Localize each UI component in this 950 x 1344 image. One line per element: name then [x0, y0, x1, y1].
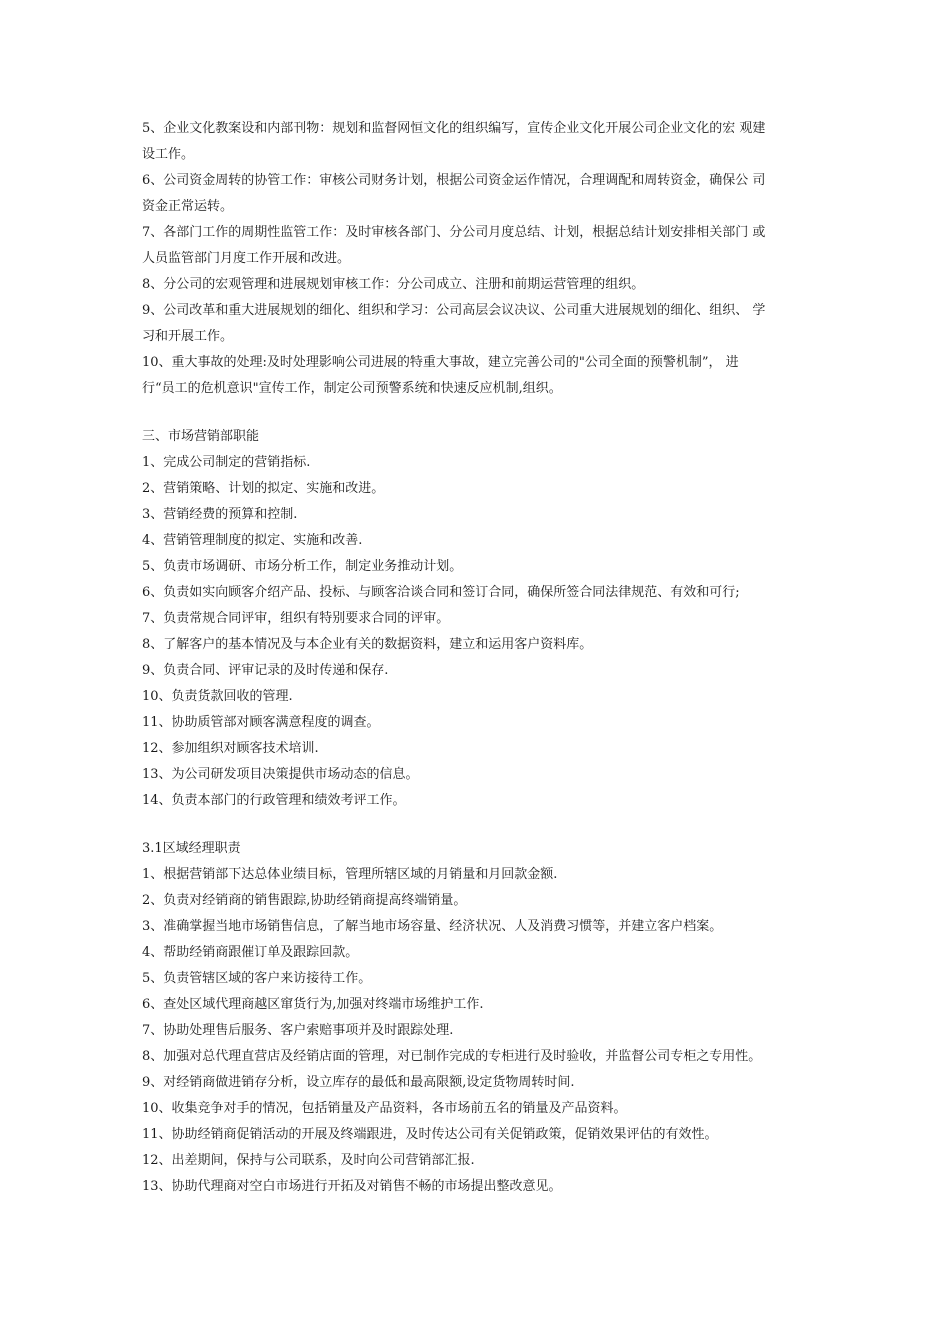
text-line: 设工作。	[142, 147, 195, 162]
list-item: 5、负责管辖区域的客户来访接待工作。	[142, 971, 372, 986]
paragraph-gap	[142, 814, 810, 836]
document-page	[142, 116, 810, 1200]
list-item: 4、帮助经销商跟催订单及跟踪回款。	[142, 945, 359, 960]
list-item: 2、负责对经销商的销售跟踪,协助经销商提高终端销量。	[142, 893, 467, 908]
list-item: 9、负责合同、评审记录的及时传递和保存.	[142, 663, 389, 678]
list-item: 10、负责货款回收的管理.	[142, 689, 293, 704]
paragraph-gap	[142, 402, 810, 424]
section-heading: 三、市场营销部职能	[142, 429, 260, 444]
list-item: 3、准确掌握当地市场销售信息，了解当地市场容量、经济状况、人及消费习惯等，并建立客户档案。	[142, 919, 723, 934]
list-item: 10、收集竞争对手的情况，包括销量及产品资料，各市场前五名的销量及产品资料。	[142, 1101, 627, 1116]
list-item: 12、参加组织对顾客技术培训.	[142, 741, 319, 756]
list-item: 7、协助处理售后服务、客户索赔事项并及时跟踪处理.	[142, 1023, 454, 1038]
list-item: 6、查处区域代理商越区窜货行为,加强对终端市场维护工作.	[142, 997, 484, 1012]
text-line: 8、分公司的宏观管理和进展规划审核工作：分公司成立、注册和前期运营管理的组织。	[142, 277, 645, 292]
text-line: 行“员工的危机意识"宣传工作，制定公司预警系统和快速反应机制,组织。	[142, 381, 562, 396]
list-item: 2、营销策略、计划的拟定、实施和改进。	[142, 481, 385, 496]
section-company-duties	[142, 116, 810, 402]
list-item: 14、负责本部门的行政管理和绩效考评工作。	[142, 793, 406, 808]
list-item: 1、根据营销部下达总体业绩目标，管理所辖区域的月销量和月回款金额.	[142, 867, 558, 882]
list-item: 8、了解客户的基本情况及与本企业有关的数据资料，建立和运用客户资料库。	[142, 637, 593, 652]
text-line: 人员监管部门月度工作开展和改进。	[142, 251, 351, 266]
text-line: 9、公司改革和重大进展规划的细化、组织和学习：公司高层会议决议、公司重大进展规划的细化、组织、 学	[142, 303, 766, 318]
list-item: 12、出差期间，保持与公司联系，及时向公司营销部汇报.	[142, 1153, 475, 1168]
list-item: 9、对经销商做进销存分析，设立库存的最低和最高限额,设定货物周转时间.	[142, 1075, 575, 1090]
list-item: 13、协助代理商对空白市场进行开拓及对销售不畅的市场提出整改意见。	[142, 1179, 562, 1194]
list-item: 8、加强对总代理直营店及经销店面的管理，对已制作完成的专柜进行及时验收，并监督公司专柜之专用性。	[142, 1049, 762, 1064]
text-line: 习和开展工作。	[142, 329, 234, 344]
list-item: 13、为公司研发项目决策提供市场动态的信息。	[142, 767, 419, 782]
list-item: 1、完成公司制定的营销指标.	[142, 455, 311, 470]
text-line: 资金正常运转。	[142, 199, 234, 214]
section-regional-manager	[142, 836, 810, 1200]
list-item: 5、负责市场调研、市场分析工作，制定业务推动计划。	[142, 559, 463, 574]
text-line: 6、公司资金周转的协管工作：审核公司财务计划，根据公司资金运作情况，合理调配和周转资金，确保公 司	[142, 173, 766, 188]
list-item: 4、营销管理制度的拟定、实施和改善.	[142, 533, 363, 548]
list-item: 11、协助质管部对顾客满意程度的调查。	[142, 715, 380, 730]
list-item: 3、营销经费的预算和控制.	[142, 507, 298, 522]
text-line: 10、重大事故的处理:及时处理影响公司进展的特重大事故，建立完善公司的"公司全面的预警机制”， 进	[142, 355, 739, 370]
text-line: 5、企业文化教案设和内部刊物：规划和监督网恒文化的组织编写，宣传企业文化开展公司企业文化的宏 观建	[142, 121, 766, 136]
section-marketing-department	[142, 424, 810, 814]
list-item: 11、协助经销商促销活动的开展及终端跟进，及时传达公司有关促销政策，促销效果评估的有效性。	[142, 1127, 718, 1142]
section-heading: 3.1区域经理职责	[142, 841, 241, 856]
list-item: 7、负责常规合同评审，组织有特别要求合同的评审。	[142, 611, 450, 626]
list-item: 6、负责如实向顾客介绍产品、投标、与顾客洽谈合同和签订合同，确保所签合同法律规范、有效和可行;	[142, 585, 740, 600]
text-line: 7、各部门工作的周期性监管工作：及时审核各部门、分公司月度总结、计划，根据总结计划安排相关部门 或	[142, 225, 766, 240]
